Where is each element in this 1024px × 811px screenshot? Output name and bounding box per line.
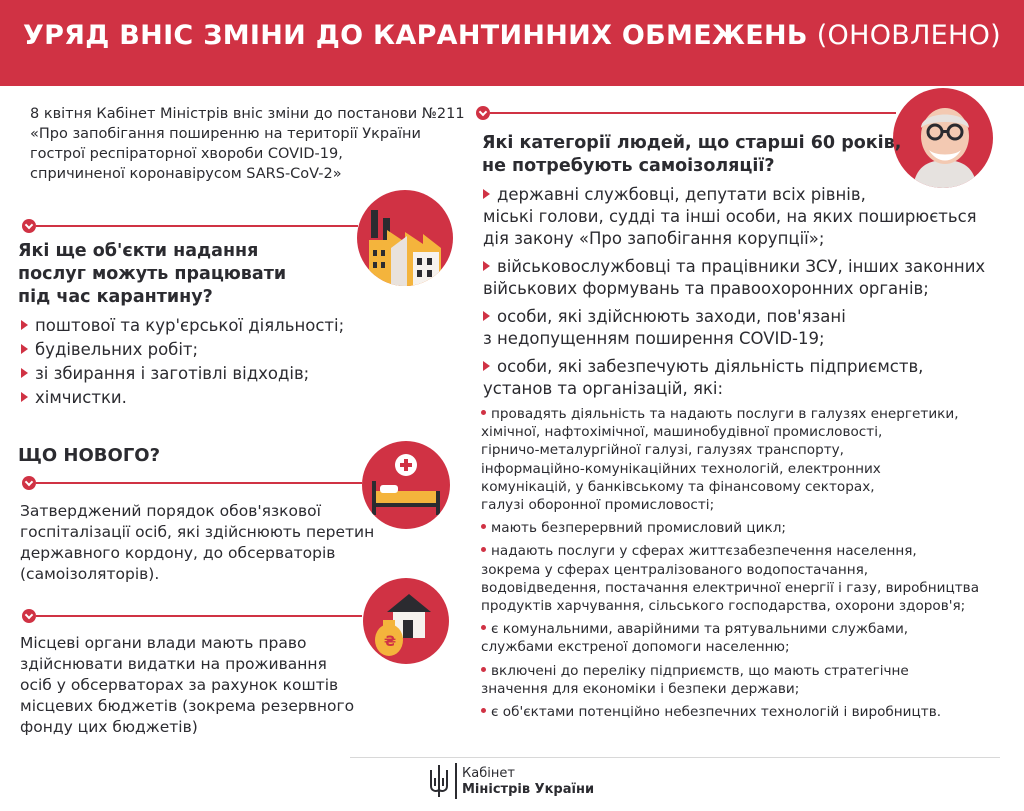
list-item: державні службовці, депутати всіх рівнів, міські голови, судді та інші особи, на яких поширюється дія закону «Про запобігання корупції»; (483, 185, 977, 248)
bullet-arrow-icon (21, 344, 28, 354)
intro-line: гострої респіраторної хвороби COVID-19, (30, 146, 343, 162)
bullet-dot-icon (481, 708, 486, 713)
section-divider (36, 482, 362, 484)
bullet-arrow-icon (21, 320, 28, 330)
bullet-arrow-icon (483, 311, 490, 321)
section-marker-icon (476, 106, 490, 120)
section-marker-icon (22, 609, 36, 623)
svg-text:₴: ₴ (384, 634, 397, 650)
list-item: поштової та кур'єрської діяльності; (21, 314, 344, 338)
section-divider (36, 225, 358, 227)
intro-line: спричиненої коронавірусом SARS-CoV-2» (30, 166, 342, 182)
enterprise-criteria-list (481, 405, 1011, 721)
footer-divider (350, 757, 1000, 758)
bullet-dot-icon (481, 547, 486, 552)
elderly-man-icon (893, 88, 993, 188)
bullet-dot-icon (481, 524, 486, 529)
section-marker-icon (22, 476, 36, 490)
bullet-dot-icon (481, 625, 486, 630)
list-item: хімчистки. (21, 386, 344, 410)
seniors-list (483, 184, 1003, 400)
trident-icon (428, 764, 450, 798)
intro-line: 8 квітня Кабінет Міністрів вніс зміни до постанови №211 (30, 106, 465, 122)
list-item: мають безперервний промисловий цикл; (481, 519, 1011, 537)
bullet-arrow-icon (483, 361, 490, 371)
list-item: є об'єктами потенційно небезпечних технологій і виробництв. (481, 703, 1011, 721)
list-item: зі збирання і заготівлі відходів; (21, 362, 344, 386)
factory-icon (357, 190, 453, 286)
seniors-heading: Які категорії людей, що старші 60 років, не потребують самоізоляції? (482, 133, 902, 176)
news-paragraph-1: Затверджений порядок обов'язкової госпіталізації осіб, які здійснюють перетин державного кордону, до обсерваторів (самоізоляторів). (20, 502, 375, 583)
hospital-bed-icon (362, 441, 450, 529)
news-paragraph-2: Місцеві органи влади мають право здійснювати видатки на проживання осіб у обсерваторах за рахунок коштів місцевих бюджетів (зокрема резервного фонду цих бюджетів) (20, 634, 355, 736)
list-item: включені до переліку підприємств, що мають стратегічне значення для економіки і безпеки держави; (481, 662, 909, 697)
news-heading: ЩО НОВОГО? (18, 445, 161, 466)
house-money-icon (363, 578, 449, 664)
section-marker-icon (22, 219, 36, 233)
objects-heading (18, 240, 286, 309)
page-title-suffix: (ОНОВЛЕНО) (816, 20, 1002, 51)
org-name-line-1: Кабінет (462, 766, 515, 781)
bullet-arrow-icon (21, 368, 28, 378)
heading-line: під час карантину? (18, 287, 213, 307)
list-item: особи, які забезпечують діяльність підприємств, установ та організацій, які: (483, 357, 924, 398)
list-item: будівельних робіт; (21, 338, 344, 362)
bullet-arrow-icon (21, 392, 28, 402)
list-item: надають послуги у сферах життєзабезпечення населення, зокрема у сферах централізованого водопостачання, водовідведення, постачання електричної енергії і газу, виробництва продуктів харчування, сільського господарства, охорони здоров'я; (481, 543, 980, 615)
logo-separator (455, 763, 457, 799)
intro-line: «Про запобігання поширенню на території України (30, 126, 421, 142)
bullet-dot-icon (481, 410, 486, 415)
bullet-arrow-icon (483, 189, 490, 199)
org-name-line-2: Міністрів України (462, 782, 595, 797)
page-title-main: УРЯД ВНІС ЗМІНИ ДО КАРАНТИННИХ ОБМЕЖЕНЬ (22, 20, 808, 51)
intro-text (30, 104, 470, 184)
header-banner (0, 0, 1024, 86)
bullet-arrow-icon (483, 261, 490, 271)
section-divider (490, 112, 896, 114)
heading-line: послуг можуть працювати (18, 264, 287, 284)
list-item: провадять діяльність та надають послуги в галузях енергетики, хімічної, нафтохімічної, машинобудівної промисловості, гірничо-металургійної галузі, галузях транспорту, інформаційно-комунікаційних технологій, електронних комунікацій, у банківському та фінансовому секторах, галузі оборонної промисловості; (481, 406, 959, 514)
objects-list (21, 314, 344, 410)
heading-line: Які ще об'єкти надання (18, 241, 259, 261)
section-divider (36, 615, 362, 617)
bullet-dot-icon (481, 667, 486, 672)
list-item: особи, які здійснюють заходи, пов'язані з недопущенням поширення COVID-19; (483, 307, 846, 348)
page-title (0, 20, 1024, 51)
list-item: є комунальними, аварійними та рятувальними службами, службами екстреної допомоги населенню; (481, 621, 909, 656)
list-item: військовослужбовці та працівники ЗСУ, інших законних військових формувань та правоохоронних органів; (483, 257, 986, 298)
